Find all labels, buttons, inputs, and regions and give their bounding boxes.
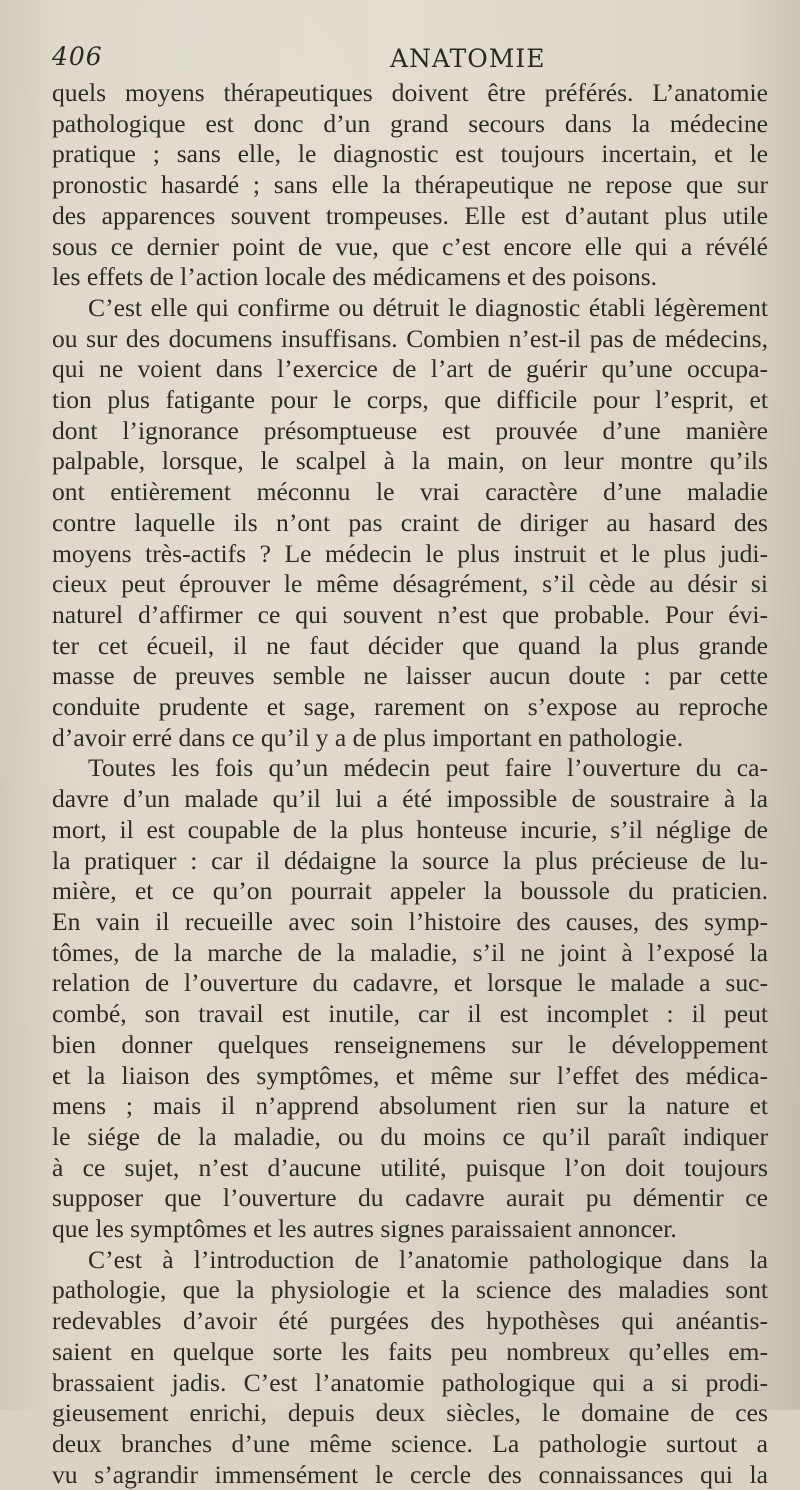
text-line: que les symptômes et les autres signes paraissaient annoncer. (52, 1214, 677, 1244)
text-line: d’avoir erré dans ce qu’il y a de plus important en pathologie. (52, 722, 684, 752)
text-line: moyens très-actifs ? Le médecin le plus instruit et le plus judi- (52, 538, 768, 568)
page-header (52, 36, 752, 80)
text-line: des apparences souvent trompeuses. Elle est d’autant plus utile (52, 200, 768, 230)
text-line: vu s’agrandir immensément le cercle des connaissances qui la (52, 1459, 768, 1489)
text-line: masse de preuves semble ne laisser aucun doute : par cette (52, 661, 768, 691)
text-line: sous ce dernier point de vue, que c’est encore elle qui a révélé (52, 231, 768, 261)
text-line: à ce sujet, n’est d’aucune utilité, puisque l’on doit toujours (52, 1152, 768, 1182)
text-line: cieux peut éprouver le même désagrément, s’il cède au désir si (52, 569, 768, 599)
text-line: conduite prudente et sage, rarement on s’expose au reproche (52, 692, 768, 722)
text-line: combé, son travail est inutile, car il est incomplet : il peut (52, 999, 768, 1029)
text-line: contre laquelle ils n’ont pas craint de diriger au hasard des (52, 507, 768, 537)
text-line: mort, il est coupable de la plus honteuse incurie, s’il néglige de (52, 814, 768, 844)
text-line: redevables d’avoir été purgées des hypothèses qui anéantis- (52, 1306, 768, 1336)
text-line: brassaient jadis. C’est l’anatomie pathologique qui a si prodi- (52, 1367, 768, 1397)
text-line: ter cet écueil, il ne faut décider que quand la plus grande (52, 630, 768, 660)
text-line: C’est elle qui confirme ou détruit le diagnostic établi légèrement (88, 292, 768, 322)
text-line: C’est à l’introduction de l’anatomie pathologique dans la (88, 1244, 768, 1274)
text-line: pratique ; sans elle, le diagnostic est toujours incertain, et le (52, 139, 768, 169)
text-line: pronostic hasardé ; sans elle la thérapeutique ne repose que sur (52, 170, 768, 200)
text-line: qui ne voient dans l’exercice de l’art de guérir qu’une occupa- (52, 354, 768, 384)
text-line: saient en quelque sorte les faits peu nombreux qu’elles em- (52, 1336, 768, 1366)
text-line: pathologie, que la physiologie et la science des maladies sont (52, 1275, 768, 1305)
text-line: En vain il recueille avec soin l’histoire des causes, des symp- (52, 906, 768, 936)
text-line: gieusement enrichi, depuis deux siècles, le domaine de ces (52, 1398, 768, 1428)
text-line: relation de l’ouverture du cadavre, et lorsque le malade a suc- (52, 968, 768, 998)
text-line: pathologique est donc d’un grand secours dans la médecine (52, 108, 768, 138)
text-line: palpable, lorsque, le scalpel à la main, on leur montre qu’ils (52, 446, 768, 476)
body-text (52, 78, 768, 1490)
page-number: 406 (52, 42, 103, 71)
running-title: ANATOMIE (390, 44, 546, 73)
text-line: quels moyens thérapeutiques doivent être préférés. L’anatomie (52, 78, 768, 107)
text-line: la pratiquer : car il dédaigne la source la plus précieuse de lu- (52, 845, 768, 875)
text-line: dont l’ignorance présomptueuse est prouvée d’une manière (52, 415, 768, 445)
text-line: tion plus fatigante pour le corps, que difficile pour l’esprit, et (52, 385, 768, 415)
text-line: davre d’un malade qu’il lui a été impossible de soustraire à la (52, 784, 768, 814)
text-line: le siége de la maladie, ou du moins ce qu’il paraît indiquer (52, 1121, 768, 1151)
text-line: les effets de l’action locale des médicamens et des poisons. (52, 262, 658, 292)
text-line: et la liaison des symptômes, et même sur l’effet des médica- (52, 1060, 768, 1090)
text-line: naturel d’affirmer ce qui souvent n’est que probable. Pour évi- (52, 599, 768, 629)
text-line: Toutes les fois qu’un médecin peut faire l’ouverture du ca- (88, 753, 768, 783)
text-line: ou sur des documens insuffisans. Combien n’est-il pas de médecins, (52, 323, 768, 353)
text-line: deux branches d’une même science. La pathologie surtout a (52, 1428, 768, 1458)
text-line: mens ; mais il n’apprend absolument rien sur la nature et (52, 1091, 768, 1121)
text-line: bien donner quelques renseignemens sur le développement (52, 1029, 768, 1059)
text-line: tômes, de la marche de la maladie, s’il ne joint à l’exposé la (52, 937, 768, 967)
text-line: ont entièrement méconnu le vrai caractère d’une maladie (52, 477, 768, 507)
text-line: mière, et ce qu’on pourrait appeler la boussole du praticien. (52, 876, 768, 906)
text-line: supposer que l’ouverture du cadavre aurait pu démentir ce (52, 1183, 768, 1213)
